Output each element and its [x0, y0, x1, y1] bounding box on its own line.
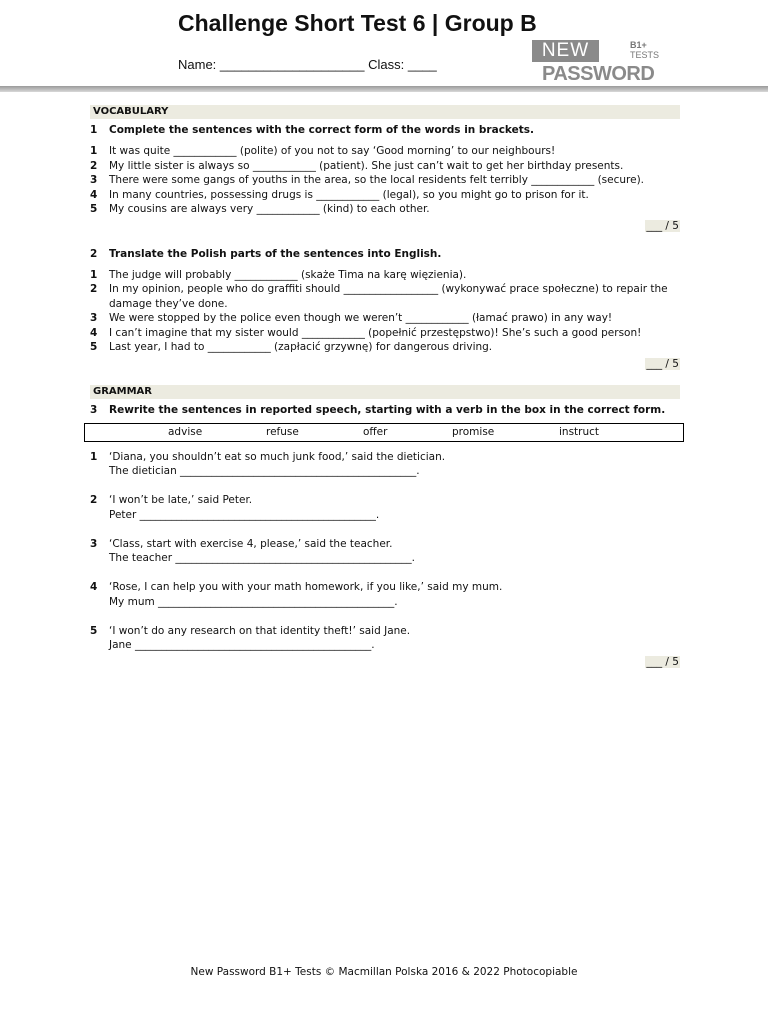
word-box-item: refuse: [266, 425, 299, 438]
item-answer-line: Jane _____________________________________________.: [109, 639, 375, 651]
item-answer-line: The teacher _____________________________________________.: [109, 552, 416, 564]
list-item: [90, 144, 680, 159]
section-heading-grammar: GRAMMAR: [90, 385, 680, 399]
list-item: [90, 493, 680, 522]
task-1-items: [90, 144, 680, 217]
task-text: Complete the sentences with the correct form of the words in brackets.: [109, 124, 535, 136]
item-text: [109, 450, 680, 479]
item-text: My cousins are always very ____________ (kind) to each other.: [109, 203, 430, 215]
item-quote: ‘I won’t do any research on that identity theft!’ said Jane.: [109, 624, 411, 637]
task-1-instruction: [90, 123, 680, 137]
list-item: [90, 624, 680, 653]
list-item: [90, 340, 680, 355]
task-2-instruction: [90, 247, 680, 261]
item-text: [109, 537, 680, 566]
item-number: 2: [90, 283, 98, 295]
task-2-items: [90, 268, 680, 355]
item-answer-line: Peter _____________________________________________.: [109, 508, 380, 521]
item-text: The judge will probably ____________ (skaże Tima na karę więzienia).: [109, 268, 467, 281]
logo-new-text: NEW: [532, 40, 599, 62]
item-answer-line: The dietician _____________________________________________.: [109, 465, 420, 477]
task-number: 3: [90, 403, 98, 416]
page-footer: New Password B1+ Tests © Macmillan Polska 2016 & 2022 Photocopiable: [190, 966, 578, 978]
item-number: 4: [90, 326, 98, 339]
item-text: [109, 624, 680, 653]
item-quote: ‘Class, start with exercise 4, please,’ said the teacher.: [109, 537, 393, 550]
word-box-item: offer: [363, 425, 388, 438]
list-item: [90, 282, 680, 311]
new-password-logo: [532, 40, 664, 84]
item-number: 3: [90, 174, 98, 186]
item-text: My little sister is always so ____________ (patient). She just can’t wait to get her birthday presents.: [109, 159, 624, 172]
item-text: There were some gangs of youths in the area, so the local residents felt terribly ____________ (secure).: [109, 174, 645, 186]
item-number: 4: [90, 581, 98, 593]
item-number: 2: [90, 159, 98, 172]
item-number: 5: [90, 341, 98, 353]
item-number: 1: [90, 145, 98, 157]
item-number: 1: [90, 268, 98, 281]
test-content: [90, 105, 680, 669]
header-divider: [0, 86, 768, 92]
name-class-line: Name: ____________________ Class: ____: [178, 57, 437, 72]
logo-password-text: PASSWORD: [542, 63, 655, 85]
score-box: ___ / 5: [646, 357, 679, 370]
item-number: 3: [90, 537, 98, 550]
list-item: [90, 311, 680, 326]
logo-tests-text: TESTS: [630, 50, 660, 60]
list-item: [90, 202, 680, 217]
task-3-instruction: [90, 403, 680, 417]
task-3-items: [90, 450, 680, 653]
item-quote: ‘Rose, I can help you with your math homework, if you like,’ said my mum.: [109, 581, 503, 593]
logo-level-text: B1+: [630, 40, 647, 50]
item-number: 5: [90, 624, 98, 637]
list-item: [90, 173, 680, 188]
item-number: 3: [90, 312, 98, 324]
item-answer-line: My mum _____________________________________________.: [109, 595, 398, 608]
list-item: [90, 188, 680, 203]
item-quote: ‘I won’t be late,’ said Peter.: [109, 494, 253, 506]
item-number: 1: [90, 450, 98, 463]
score-box: ___ / 5: [646, 219, 679, 232]
task-number: 1: [90, 124, 98, 136]
item-text: In my opinion, people who do graffiti should __________________ (wykonywać prace społeczne) to repair the damage they’ve done.: [109, 283, 668, 310]
word-box: [84, 423, 684, 442]
list-item: [90, 268, 680, 283]
task-number: 2: [90, 247, 98, 260]
list-item: [90, 580, 680, 609]
list-item: [90, 537, 680, 566]
score-box: ___ / 5: [646, 655, 679, 668]
word-box-item: promise: [452, 425, 495, 438]
item-text: We were stopped by the police even though we weren’t ____________ (łamać prawo) in any way!: [109, 312, 613, 324]
section-heading-vocabulary: VOCABULARY: [90, 105, 680, 119]
test-title: Challenge Short Test 6 | Group B: [178, 10, 537, 36]
list-item: [90, 326, 680, 341]
item-text: I can’t imagine that my sister would ____________ (popełnić przestępstwo)! She’s such a good person!: [109, 326, 642, 339]
task-3-score: [90, 655, 680, 669]
item-text: Last year, I had to ____________ (zapłacić grzywnę) for dangerous driving.: [109, 341, 493, 353]
item-text: [109, 493, 680, 522]
task-2-score: [90, 357, 680, 371]
task-text: Rewrite the sentences in reported speech, starting with a verb in the box in the correct form.: [109, 403, 666, 416]
task-1-score: [90, 219, 680, 233]
word-box-item: advise: [168, 425, 203, 438]
task-text: Translate the Polish parts of the sentences into English.: [109, 247, 442, 260]
word-box-item: instruct: [559, 425, 600, 438]
item-text: [109, 580, 680, 609]
item-quote: ‘Diana, you shouldn’t eat so much junk food,’ said the dietician.: [109, 450, 446, 463]
item-text: In many countries, possessing drugs is ____________ (legal), so you might go to prison for it.: [109, 188, 589, 201]
item-number: 2: [90, 494, 98, 506]
list-item: [90, 450, 680, 479]
item-number: 4: [90, 188, 98, 201]
item-number: 5: [90, 203, 98, 215]
list-item: [90, 159, 680, 174]
item-text: It was quite ____________ (polite) of you not to say ‘Good morning’ to our neighbours!: [109, 145, 556, 157]
